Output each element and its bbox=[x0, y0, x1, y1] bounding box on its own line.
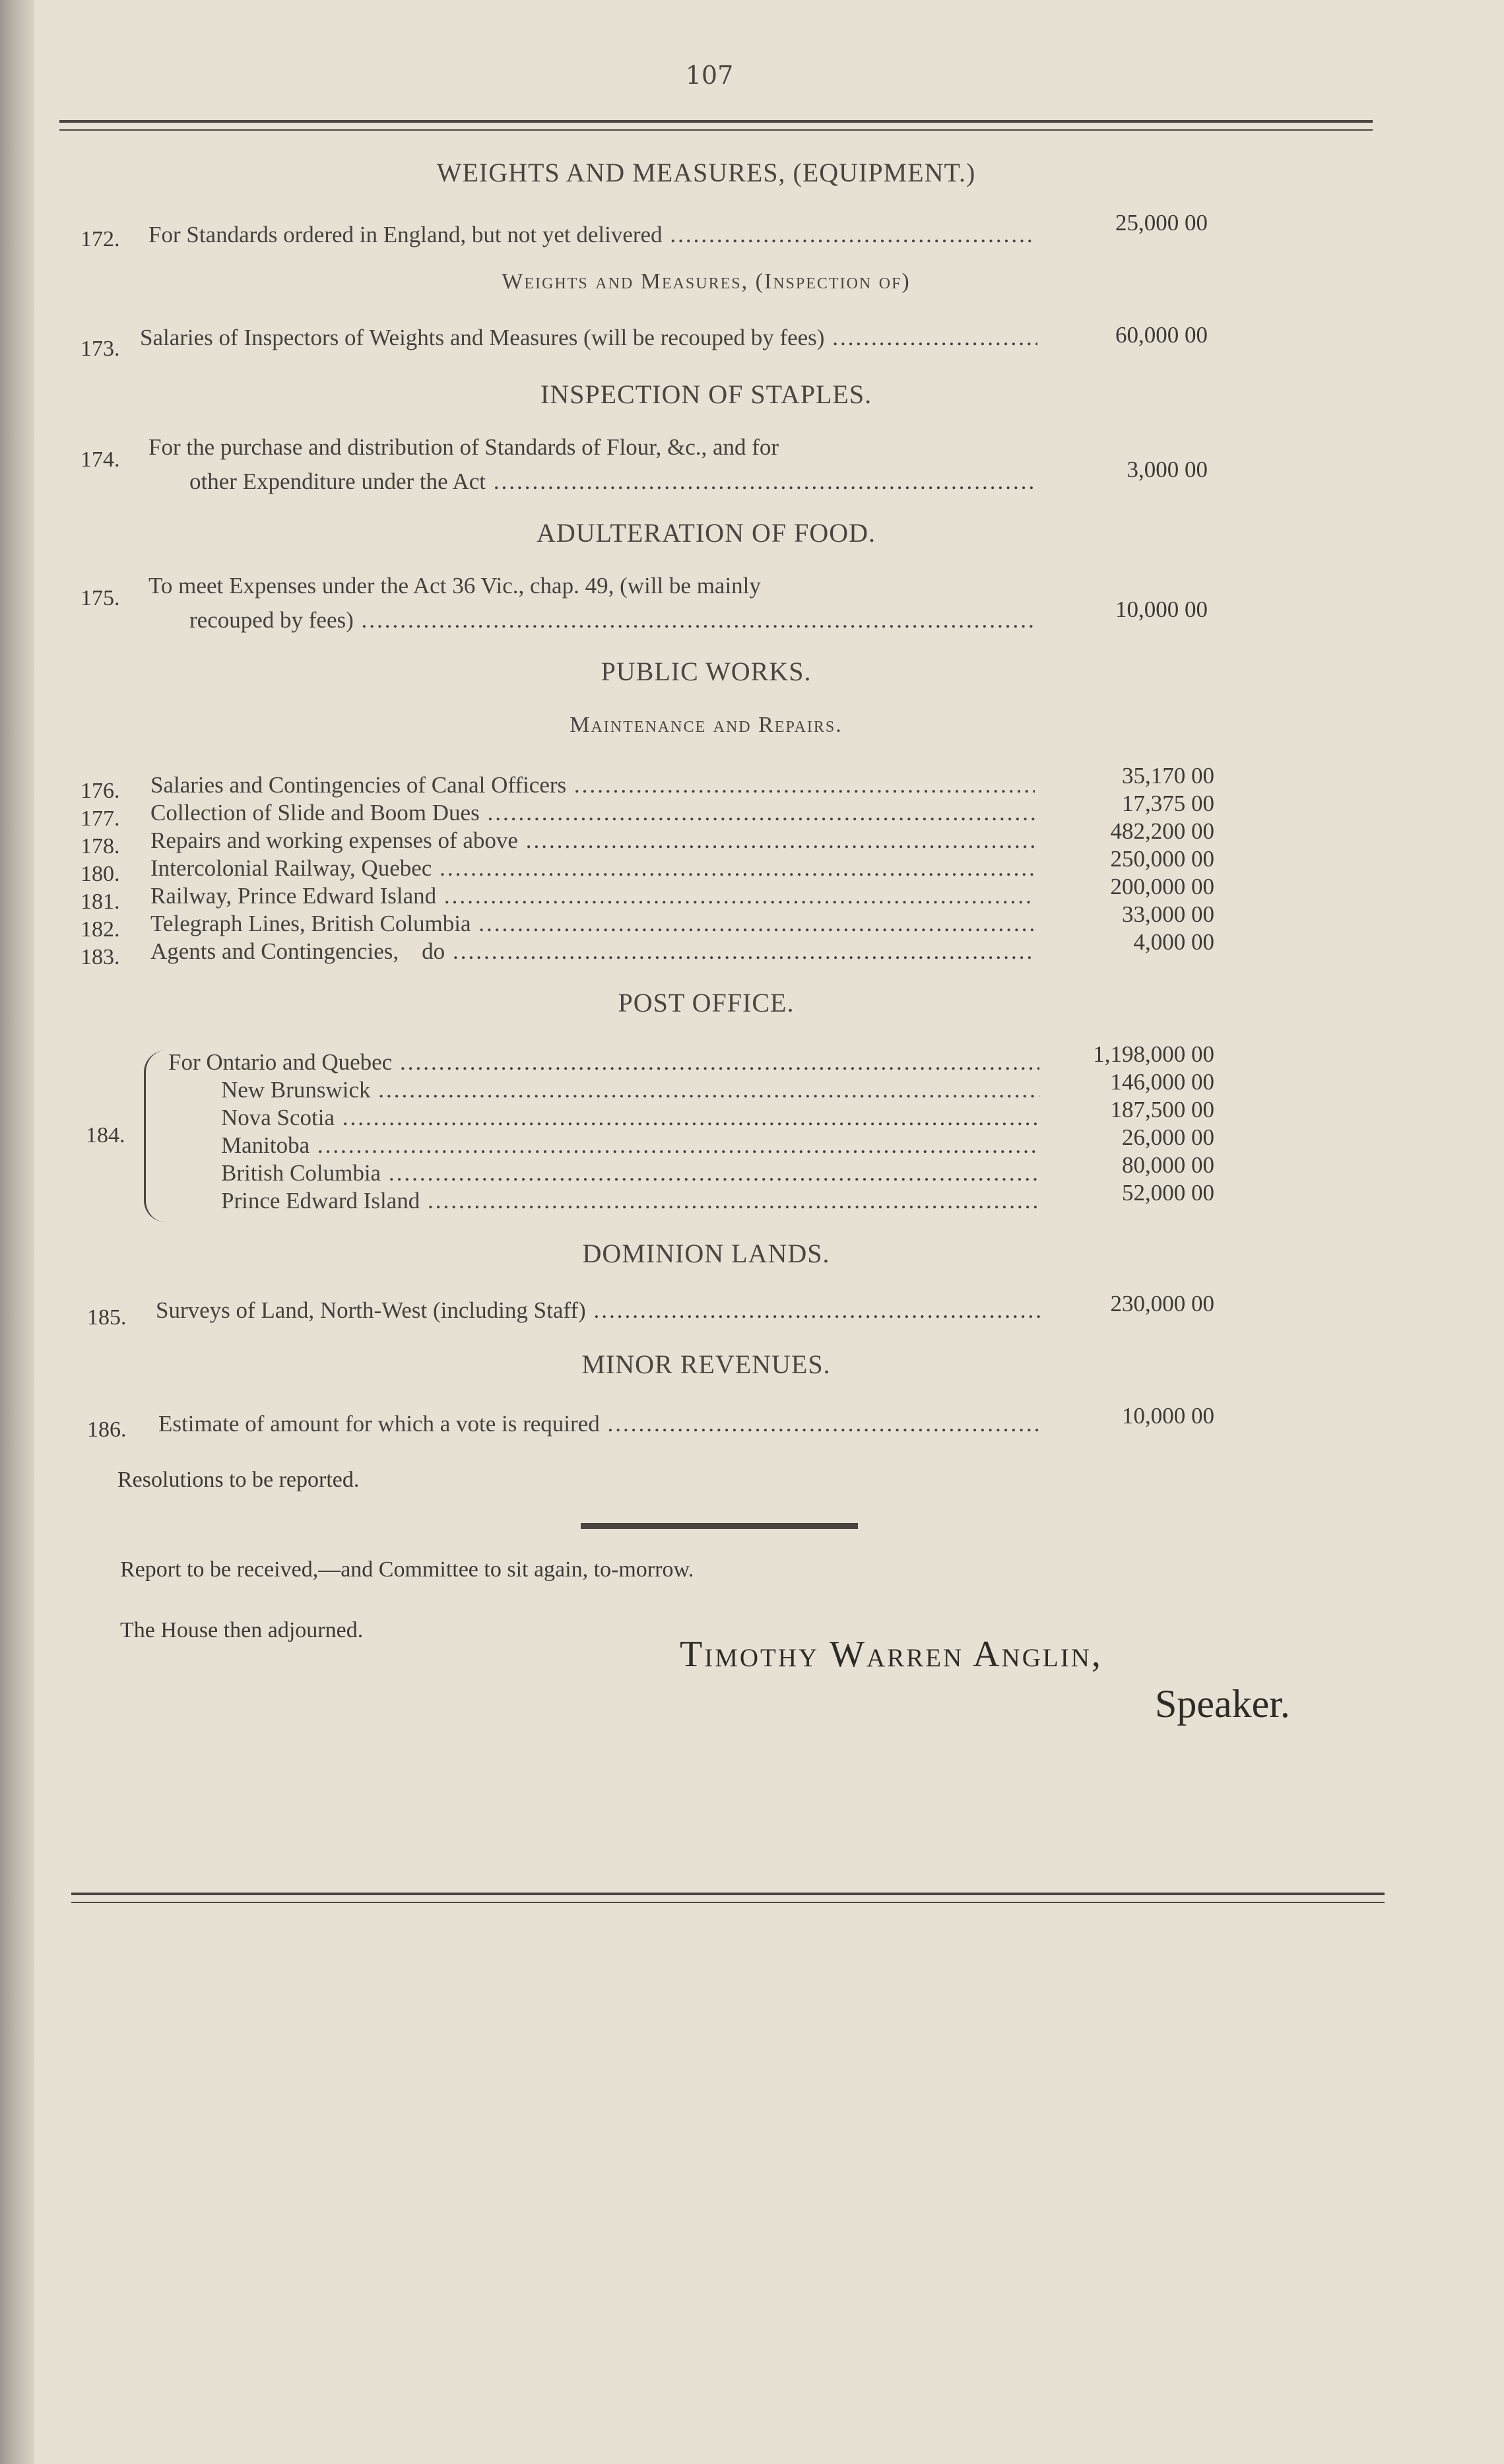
post-office-row: Nova Scotia ..... bbox=[221, 1105, 1039, 1131]
heading-inspection-staples: INSPECTION OF STAPLES. bbox=[540, 379, 872, 409]
heading-public-works: PUBLIC WORKS. bbox=[601, 657, 812, 686]
item-amount-185: 230,000 00 bbox=[1110, 1291, 1214, 1316]
item-text-174: For the purchase and distribution of Standards of Flour, &c., and for other Expenditure under the Act ..... bbox=[148, 430, 1033, 499]
page-number: 107 bbox=[685, 61, 734, 90]
item-amount-181: 200,000 00 bbox=[1110, 874, 1214, 899]
heading-post-office: POST OFFICE. bbox=[618, 988, 795, 1018]
post-office-row: New Brunswick ..... bbox=[221, 1077, 1039, 1103]
item-number-186: 186. bbox=[87, 1417, 127, 1442]
item-text-177: Collection of Slide and Boom Dues ..... bbox=[150, 800, 1035, 826]
item-amount-176: 35,170 00 bbox=[1122, 763, 1214, 789]
item-amount-172: 25,000 00 bbox=[1115, 210, 1208, 236]
item-number-172: 172. bbox=[81, 227, 120, 251]
item-number-177: 177. bbox=[81, 806, 120, 831]
heading-minor-revenues: MINOR REVENUES. bbox=[581, 1349, 831, 1379]
item-number-185: 185. bbox=[87, 1305, 127, 1330]
post-office-amount: 187,500 00 bbox=[1110, 1097, 1214, 1122]
item-number-180: 180. bbox=[81, 862, 120, 886]
item-amount-174: 3,000 00 bbox=[1127, 457, 1208, 482]
heading-adulteration-food: ADULTERATION OF FOOD. bbox=[537, 518, 876, 548]
item-amount-177: 17,375 00 bbox=[1122, 791, 1214, 816]
post-office-row: For Ontario and Quebec ..... bbox=[168, 1049, 1039, 1076]
item-number-183: 183. bbox=[81, 945, 120, 969]
post-office-amount: 1,198,000 00 bbox=[1093, 1041, 1214, 1067]
item-text-182: Telegraph Lines, British Columbia ..... bbox=[150, 911, 1035, 937]
item-number-173: 173. bbox=[81, 337, 120, 361]
post-office-row: British Columbia ..... bbox=[221, 1160, 1039, 1186]
item-amount-186: 10,000 00 bbox=[1122, 1403, 1214, 1429]
item-amount-173: 60,000 00 bbox=[1115, 322, 1208, 348]
report-note: Report to be received,—and Committee to sit again, to-morrow. bbox=[120, 1557, 694, 1582]
item-number-176: 176. bbox=[81, 779, 120, 803]
heading-dominion-lands: DOMINION LANDS. bbox=[582, 1239, 830, 1268]
item-text-183: Agents and Contingencies, do ..... bbox=[150, 938, 1035, 965]
post-office-row: Manitoba ..... bbox=[221, 1132, 1039, 1159]
subheading-weights-inspection: Weights and Measures, (Inspection of) bbox=[502, 269, 911, 294]
item-amount-182: 33,000 00 bbox=[1122, 901, 1214, 927]
section-divider bbox=[581, 1523, 858, 1529]
item-text-172: For Standards ordered in England, but not yet delivered ..... bbox=[148, 222, 1033, 248]
speaker-title: Speaker. bbox=[1155, 1682, 1290, 1726]
item-text-185: Surveys of Land, North-West (including Staff) ..... bbox=[156, 1297, 1040, 1324]
item-text-178: Repairs and working expenses of above ..... bbox=[150, 827, 1035, 854]
post-office-amount: 52,000 00 bbox=[1122, 1180, 1214, 1206]
subheading-maintenance-repairs: Maintenance and Repairs. bbox=[570, 713, 843, 737]
item-number-178: 178. bbox=[81, 834, 120, 859]
item-text-181: Railway, Prince Edward Island ..... bbox=[150, 883, 1035, 909]
item-amount-183: 4,000 00 bbox=[1133, 929, 1214, 955]
item-amount-180: 250,000 00 bbox=[1110, 846, 1214, 872]
item-amount-175: 10,000 00 bbox=[1115, 597, 1208, 622]
top-rule bbox=[59, 120, 1373, 131]
item-text-186: Estimate of amount for which a vote is required ..... bbox=[158, 1411, 1040, 1437]
item-number-184: 184. bbox=[86, 1123, 125, 1148]
adjourned-note: The House then adjourned. bbox=[120, 1618, 364, 1642]
post-office-amount: 146,000 00 bbox=[1110, 1069, 1214, 1095]
item-text-180: Intercolonial Railway, Quebec ..... bbox=[150, 855, 1035, 882]
post-office-row: Prince Edward Island ..... bbox=[221, 1188, 1039, 1214]
post-office-amount: 26,000 00 bbox=[1122, 1124, 1214, 1150]
item-text-175: To meet Expenses under the Act 36 Vic., chap. 49, (will be mainly recouped by fees) ..... bbox=[148, 569, 1033, 637]
item-number-182: 182. bbox=[81, 917, 120, 942]
item-number-174: 174. bbox=[81, 447, 120, 472]
item-number-181: 181. bbox=[81, 890, 120, 914]
item-number-175: 175. bbox=[81, 586, 120, 610]
item-amount-178: 482,200 00 bbox=[1110, 818, 1214, 844]
resolutions-note: Resolutions to be reported. bbox=[117, 1468, 360, 1492]
item-text-176: Salaries and Contingencies of Canal Officers ..... bbox=[150, 772, 1035, 798]
item-text-173: Salaries of Inspectors of Weights and Measures (will be recouped by fees) ..... bbox=[140, 325, 1037, 351]
bottom-rule bbox=[71, 1893, 1385, 1903]
heading-weights-equipment: WEIGHTS AND MEASURES, (EQUIPMENT.) bbox=[436, 158, 976, 187]
speaker-name: Timothy Warren Anglin, bbox=[680, 1634, 1103, 1675]
post-office-amount: 80,000 00 bbox=[1122, 1152, 1214, 1178]
